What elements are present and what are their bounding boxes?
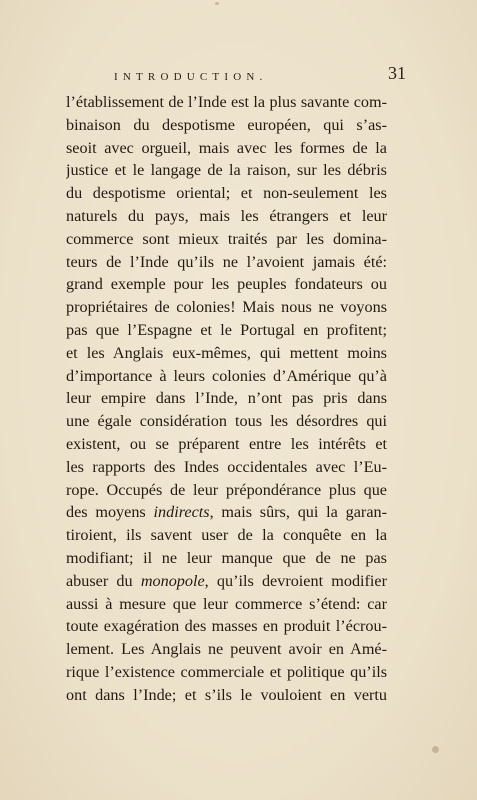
text-line bbox=[66, 91, 387, 114]
text-run: existent, ou se préparent entre les intérêts et bbox=[66, 434, 387, 453]
text-run: rope. Occupés de leur prépondérance plus que bbox=[66, 480, 387, 499]
text-run: , mais sûrs, qui la garan- bbox=[209, 503, 387, 522]
text-run: teurs de l’Inde qu’ils ne l’avoient jamais été: bbox=[66, 252, 387, 271]
text-line bbox=[66, 159, 387, 182]
text-line bbox=[66, 547, 387, 570]
text-run: grand exemple pour les peuples fondateurs ou bbox=[66, 275, 387, 294]
text-line bbox=[66, 296, 387, 319]
text-run: justice et le langage de la raison, sur les débris bbox=[66, 161, 387, 180]
page-number: 31 bbox=[388, 63, 406, 83]
text-line bbox=[66, 661, 387, 684]
text-line bbox=[66, 593, 387, 616]
text-run: lement. Les Anglais ne peuvent avoir en Amé- bbox=[66, 640, 387, 659]
text-run: du despotisme oriental; et non-seulement les bbox=[66, 184, 387, 203]
text-line bbox=[66, 319, 387, 342]
text-run: , qu’ils devroient modifier bbox=[204, 571, 387, 590]
text-line bbox=[66, 410, 387, 433]
text-line bbox=[66, 182, 387, 205]
text-run: propriétaires de colonies! Mais nous ne voyons bbox=[66, 298, 387, 317]
text-line bbox=[66, 205, 387, 228]
text-line bbox=[66, 479, 387, 502]
text-run: commerce sont mieux traités par les domina- bbox=[66, 229, 387, 248]
running-title: INTRODUCTION. bbox=[114, 71, 268, 83]
text-line bbox=[66, 433, 387, 456]
text-line bbox=[66, 684, 387, 707]
text-run: les rapports des Indes occidentales avec l’Eu- bbox=[66, 457, 387, 476]
text-run: leur empire dans l’Inde, n’ont pas pris dans bbox=[66, 389, 387, 408]
text-run: abuser du bbox=[66, 571, 141, 590]
text-line bbox=[66, 342, 387, 365]
text-run: binaison du despotisme européen, qui s’as- bbox=[66, 115, 387, 134]
text-line bbox=[66, 228, 387, 251]
text-run: l’établissement de l’Inde est la plus savante com- bbox=[66, 93, 387, 111]
text-run: pas que l’Espagne et le Portugal en profitent; bbox=[66, 320, 387, 339]
text-run: d’importance à leurs colonies d’Amérique qu’à bbox=[66, 366, 387, 385]
text-line bbox=[66, 273, 387, 296]
text-run: naturels du pays, mais les étrangers et leur bbox=[66, 206, 387, 225]
text-run: rique l’existence commerciale et politique qu’ils bbox=[66, 662, 387, 681]
text-line bbox=[66, 524, 387, 547]
text-line bbox=[66, 137, 387, 160]
text-line bbox=[66, 570, 387, 593]
text-line bbox=[66, 365, 387, 388]
text-line bbox=[66, 387, 387, 410]
foxing-spot bbox=[432, 746, 439, 753]
foxing-spot bbox=[215, 2, 219, 5]
italic-word: monopole bbox=[140, 571, 205, 590]
text-run: une égale considération tous les désordres qui bbox=[66, 412, 387, 431]
text-run: et les Anglais eux-mêmes, qui mettent moins bbox=[66, 343, 387, 362]
italic-word: indirects bbox=[153, 503, 210, 522]
text-run: des moyens bbox=[66, 503, 154, 522]
text-run: ont dans l’Inde; et s’ils le vouloient en vertu bbox=[66, 685, 387, 704]
text-run: toute exagération des masses en produit l’écrou- bbox=[66, 617, 387, 636]
text-line bbox=[66, 251, 387, 274]
text-line bbox=[66, 456, 387, 479]
text-run: aussi à mesure que leur commerce s’étend: car bbox=[66, 594, 387, 613]
page-header bbox=[114, 63, 406, 87]
text-line bbox=[66, 501, 387, 524]
text-run: modifiant; il ne leur manque que de ne pas bbox=[66, 548, 387, 567]
text-run: seoit avec orgueil, mais avec les formes de la bbox=[66, 138, 387, 157]
text-run: tiroient, ils savent user de la conquête en la bbox=[66, 526, 387, 545]
body-text bbox=[66, 91, 387, 707]
text-line bbox=[66, 114, 387, 137]
text-line bbox=[66, 638, 387, 661]
text-line bbox=[66, 615, 387, 638]
